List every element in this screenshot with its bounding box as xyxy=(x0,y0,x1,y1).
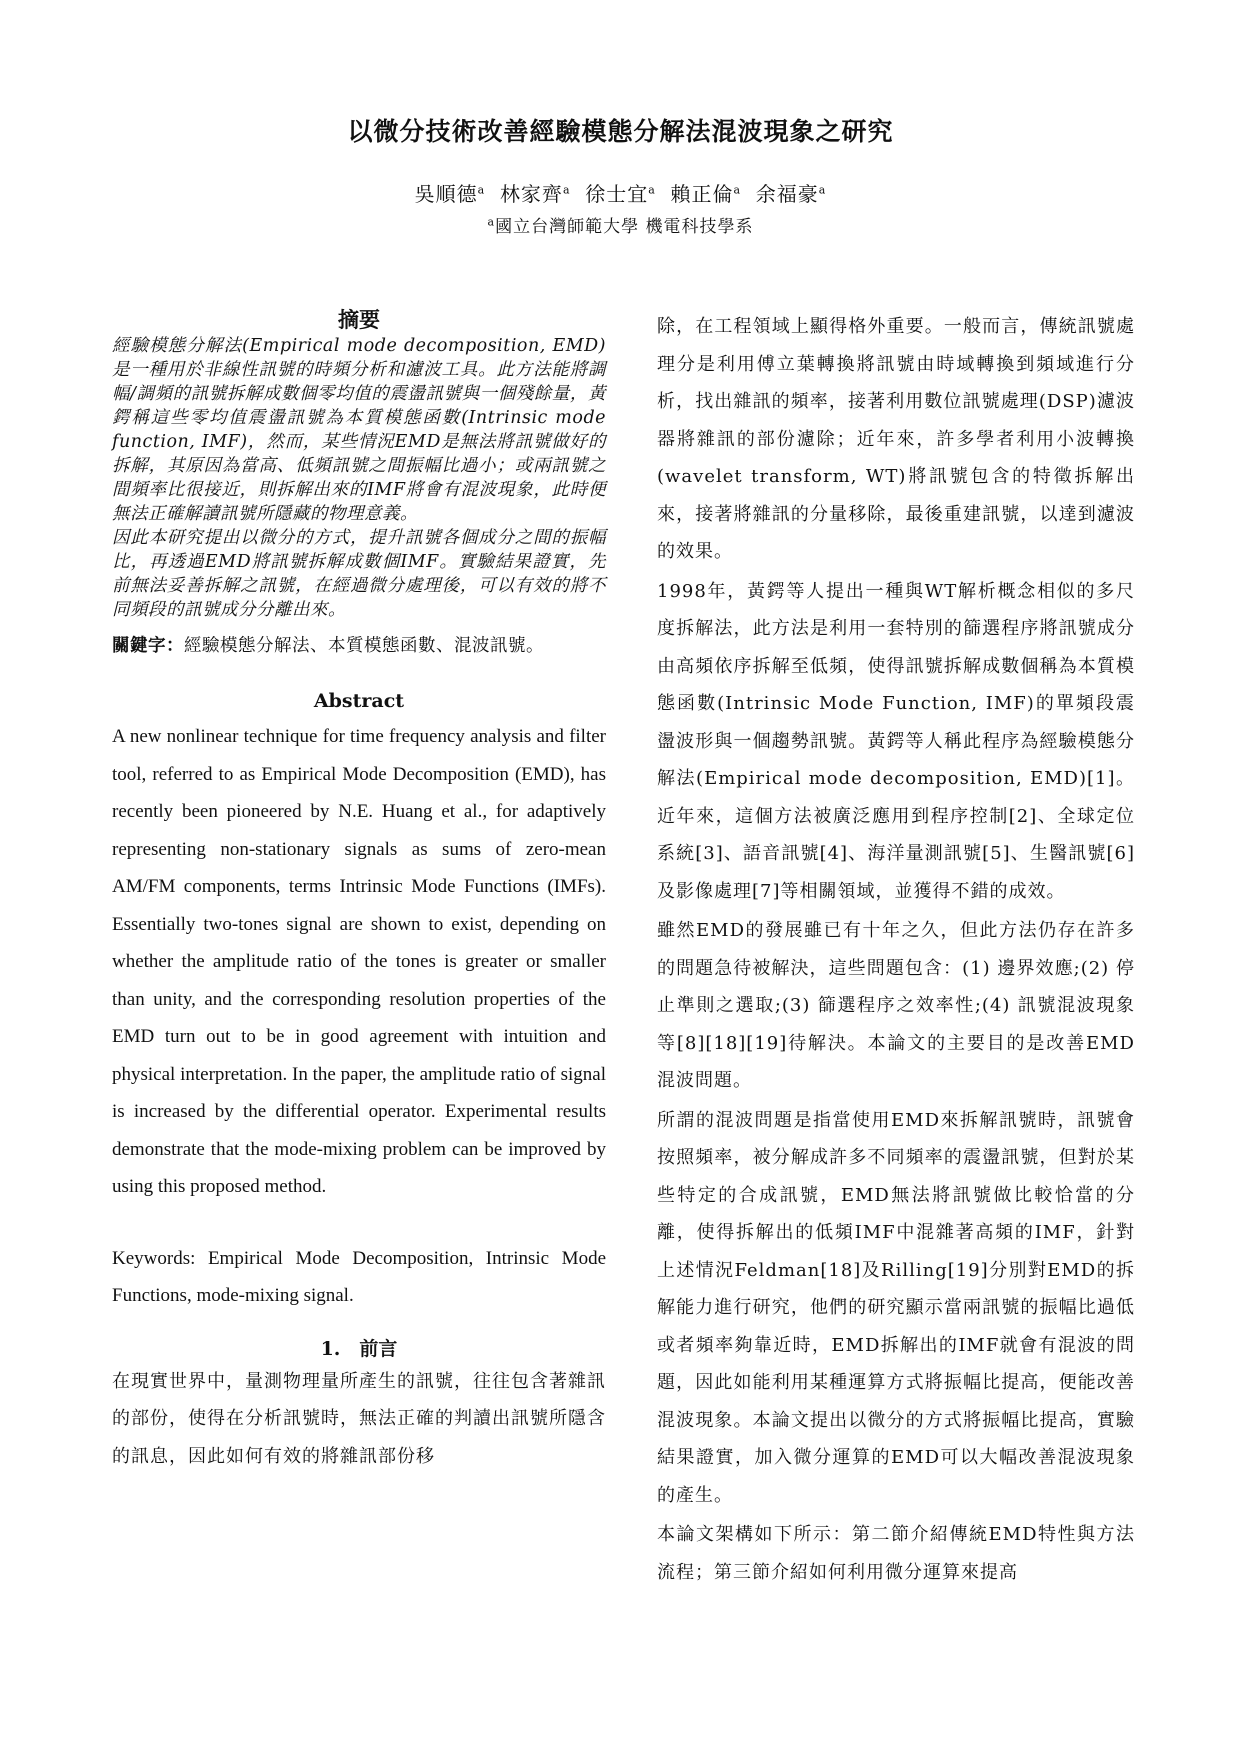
introduction-paragraph: 雖然EMD的發展雖已有十年之久，但此方法仍存在許多的問題急待被解決，這些問題包含：(1) 邊界效應;(2) 停止準則之選取;(3) 篩選程序之效率性;(4) 訊號混波現象等[8][18][19]待解決。本論文的主要目的是改善EMD混波問題。 xyxy=(657,920,1135,1091)
author-list xyxy=(0,178,1241,207)
introduction-paragraph: 本論文架構如下所示：第二節介紹傳統EMD特性與方法流程；第三節介紹如何利用微分運算來提高 xyxy=(657,1524,1135,1583)
author-name: 余福豪 xyxy=(755,182,819,206)
author-name: 賴正倫 xyxy=(670,182,734,206)
affiliation-mark: a xyxy=(477,183,486,197)
introduction-paragraph: 1998年，黃鍔等人提出一種與WT解析概念相似的多尺度拆解法，此方法是利用一套特別的篩選程序將訊號成分由高頻依序拆解至低頻，使得訊號拆解成數個稱為本質模態函數(Intrinsic Mode Function, IMF)的單頻段震盪波形與一個趨勢訊號。黃鍔等人稱此程序為經驗模態分解法(Empirical mode decomposition, EMD)[1]。近年來，這個方法被廣泛應用到程序控制[2]、全球定位系統[3]、語音訊號[4]、海洋量測訊號[5]、生醫訊號[6]及影像處理[7]等相關領域，並獲得不錯的成效。 xyxy=(657,580,1135,902)
abstract-en-heading: Abstract xyxy=(313,690,405,712)
affiliation-mark: a xyxy=(733,183,742,197)
introduction-paragraph: 除，在工程領域上顯得格外重要。一般而言，傳統訊號處理分是利用傅立葉轉換將訊號由時域轉換到頻域進行分析，找出雜訊的頻率，接著利用數位訊號處理(DSP)濾波器將雜訊的部份濾除；近年來，許多學者利用小波轉換(wavelet transform, WT)將訊號包含的特徵拆解出來，接著將雜訊的分量移除，最後重建訊號，以達到濾波的效果。 xyxy=(657,316,1135,562)
abstract-en-text: A new nonlinear technique for time frequency analysis and filter tool, referred to as Empirical Mode Decomposition (EMD), has recently been pioneered by N.E. Huang et al., for adaptively representing non-stationary signals as sums of zero-mean AM/FM components, terms Intrinsic Mode Functions (IMFs). Essentially two-tones signal are shown to exist, depending on whether the amplitude ratio of the tones is greater or smaller than unity, and the corresponding resolution properties of the EMD turn out to be in good agreement with intuition and physical interpretation. In the paper, the amplitude ratio of signal is increased by the differential operator. Experimental results demonstrate that the mode-mixing problem can be improved by using this proposed method. xyxy=(112,726,606,1197)
affiliation xyxy=(0,212,1241,237)
abstract-zh-heading: 摘要 xyxy=(338,307,380,332)
paper-title: 以微分技術改善經驗模態分解法混波現象之研究 xyxy=(347,117,894,146)
author-name: 林家齊 xyxy=(499,182,563,206)
introduction-heading: 1. 前言 xyxy=(320,1337,398,1360)
author-name: 吳順德 xyxy=(414,182,478,206)
affiliation-mark: a xyxy=(562,183,571,197)
affiliation-mark: a xyxy=(648,183,656,197)
keywords-zh xyxy=(112,634,606,658)
keywords-en: Keywords: Empirical Mode Decomposition, Intrinsic Mode Functions, mode-mixing signal. xyxy=(112,1247,606,1306)
keywords-zh-text: 經驗模態分解法、本質模態函數、混波訊號。 xyxy=(184,636,544,656)
right-column xyxy=(657,308,1135,1591)
affiliation-mark: a xyxy=(487,215,496,229)
affiliation-text: 國立台灣師範大學 機電科技學系 xyxy=(495,217,754,237)
introduction-paragraph: 所謂的混波問題是指當使用EMD來拆解訊號時，訊號會按照頻率，被分解成許多不同頻率的震盪訊號，但對於某些特定的合成訊號，EMD無法將訊號做比較恰當的分離，使得拆解出的低頻IMF中混雜著高頻的IMF，針對上述情況Feldman[18]及Rilling[19]分別對EMD的拆解能力進行研究，他們的研究顯示當兩訊號的振幅比過低或者頻率夠靠近時，EMD拆解出的IMF就會有混波的問題，因此如能利用某種運算方式將振幅比提高，便能改善混波現象。本論文提出以微分的方式將振幅比提高，實驗結果證實，加入微分運算的EMD可以大幅改善混波現象的產生。 xyxy=(657,1109,1135,1506)
abstract-zh-paragraph: 因此本研究提出以微分的方式，提升訊號各個成分之間的振幅比，再透過EMD將訊號拆解成數個IMF。實驗結果證實，先前無法妥善拆解之訊號，在經過微分處理後，可以有效的將不同頻段的訊號成分分離出來。 xyxy=(112,528,606,620)
keywords-zh-label: 關鍵字： xyxy=(112,636,184,656)
author-name: 徐士宜 xyxy=(585,182,649,206)
affiliation-mark: a xyxy=(818,183,827,197)
abstract-zh-paragraph: 經驗模態分解法(Empirical mode decomposition, EMD)是一種用於非線性訊號的時頻分析和濾波工具。此方法能將調幅/調頻的訊號拆解成數個零均值的震盪訊號與一個殘餘量，黃鍔稱這些零均值震盪訊號為本質模態函數(Intrinsic mode function, IMF)，然而，某些情況EMD是無法將訊號做好的拆解，其原因為當高、低頻訊號之間振幅比過小；或兩訊號之間頻率比很接近，則拆解出來的IMF將會有混波現象，此時便無法正確解讀訊號所隱藏的物理意義。 xyxy=(112,336,606,524)
introduction-paragraph: 在現實世界中，量測物理量所產生的訊號，往往包含著雜訊的部份，使得在分析訊號時，無法正確的判讀出訊號所隱含的訊息，因此如何有效的將雜訊部份移 xyxy=(112,1370,606,1467)
left-column xyxy=(112,304,606,1475)
